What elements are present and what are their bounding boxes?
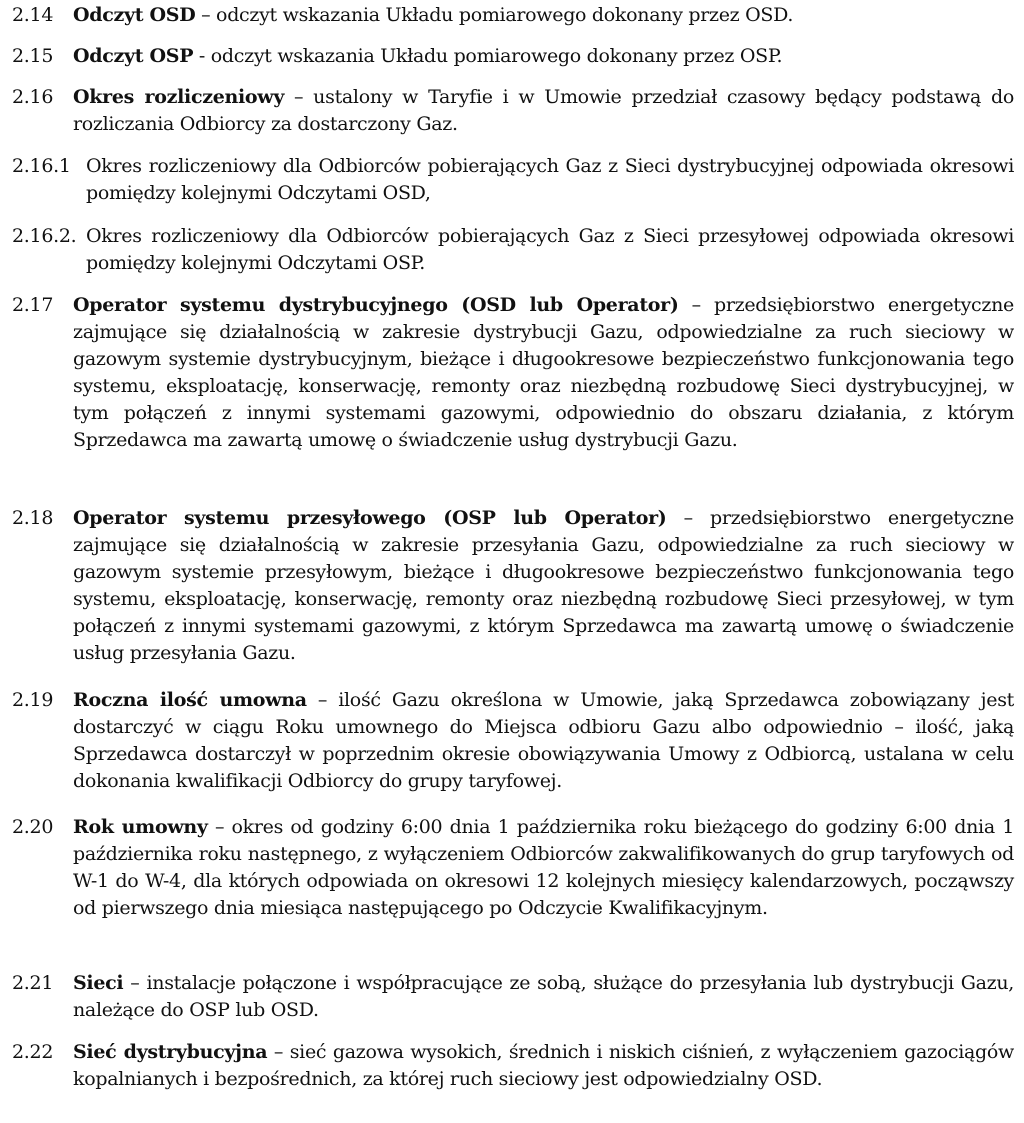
definition-text: Okres rozliczeniowy dla Odbiorców pobierających Gaz z Sieci przesyłowej odpowiada okresowi pomiędzy kolejnymi Odczytami OSP.: [86, 225, 1014, 274]
definition-2-21: [12, 970, 1014, 1024]
clause-number: 2.16: [12, 86, 54, 108]
clause-body: [86, 153, 1014, 207]
definition-2-14: [12, 2, 1014, 29]
clause-number: 2.21: [12, 972, 54, 994]
defined-term: Odczyt OSP: [73, 45, 194, 67]
clause-number: 2.14: [12, 4, 54, 26]
clause-body: [73, 84, 1014, 138]
definition-2-16-2: [12, 223, 1014, 277]
definition-2-18: [12, 505, 1014, 667]
clause-body: [73, 505, 1014, 667]
definition-2-20: [12, 814, 1014, 922]
definition-2-16: [12, 84, 1014, 138]
definition-2-15: [12, 43, 1014, 70]
definition-text: Okres rozliczeniowy dla Odbiorców pobierających Gaz z Sieci dystrybucyjnej odpowiada okresowi pomiędzy kolejnymi Odczytami OSD,: [86, 155, 1014, 204]
clause-number: 2.16.2.: [12, 225, 77, 247]
clause-body: [73, 970, 1014, 1024]
definition-2-17: [12, 292, 1014, 454]
definition-2-22: [12, 1039, 1014, 1093]
clause-body: [73, 2, 1014, 29]
clause-number: 2.22: [12, 1041, 54, 1063]
clause-body: [73, 814, 1014, 922]
defined-term: Sieć dystrybucyjna: [73, 1041, 268, 1063]
definition-text: – instalacje połączone i współpracujące ze sobą, służące do przesyłania lub dystrybucji Gazu, należące do OSP lub OSD.: [73, 972, 1014, 1021]
clause-number: 2.18: [12, 507, 54, 529]
clause-number: 2.17: [12, 294, 54, 316]
clause-body: [73, 687, 1014, 795]
defined-term: Operator systemu dystrybucyjnego (OSD lub Operator): [73, 294, 679, 316]
clause-number: 2.16.1: [12, 155, 71, 177]
clause-number: 2.15: [12, 45, 54, 67]
defined-term: Roczna ilość umowna: [73, 689, 307, 711]
clause-body: [73, 1039, 1014, 1093]
defined-term: Sieci: [73, 972, 124, 994]
defined-term: Rok umowny: [73, 816, 208, 838]
definition-2-16-1: [12, 153, 1014, 207]
clause-number: 2.19: [12, 689, 54, 711]
clause-body: [73, 43, 1014, 70]
definition-text: – przedsiębiorstwo energetyczne zajmujące się działalnością w zakresie przesyłania Gazu, odpowiedzialne za ruch sieciowy w gazowym systemie przesyłowym, bieżące i długookresowe bezpieczeństwo funkcjonowania tego systemu, eksploatację, konserwację, remonty oraz niezbędną rozbudowę Sieci przesyłowej, w tym połączeń z innymi systemami gazowymi, z którym Sprzedawca ma zawartą umowę o świadczenie usług przesyłania Gazu.: [73, 507, 1014, 664]
definition-text: – okres od godziny 6:00 dnia 1 października roku bieżącego do godziny 6:00 dnia 1 października roku następnego, z wyłączeniem Odbiorców zakwalifikowanych do grup taryfowych od W-1 do W-4, dla których odpowiada on okresowi 12 kolejnych miesięcy kalendarzowych, począwszy od pierwszego dnia miesiąca następującego po Odczycie Kwalifikacyjnym.: [73, 816, 1014, 919]
defined-term: Operator systemu przesyłowego (OSP lub Operator): [73, 507, 667, 529]
clause-number: 2.20: [12, 816, 54, 838]
defined-term: Odczyt OSD: [73, 4, 196, 26]
clause-body: [86, 223, 1014, 277]
definition-2-19: [12, 687, 1014, 795]
definition-text: – ilość Gazu określona w Umowie, jaką Sprzedawca zobowiązany jest dostarczyć w ciągu Roku umownego do Miejsca odbioru Gazu albo odpowiednio – ilość, jaką Sprzedawca dostarczył w poprzednim okresie obowiązywania Umowy z Odbiorcą, ustalana w celu dokonania kwalifikacji Odbiorcy do grupy taryfowej.: [73, 689, 1014, 792]
definition-text: – odczyt wskazania Układu pomiarowego dokonany przez OSD.: [195, 4, 794, 26]
definition-text: – sieć gazowa wysokich, średnich i niskich ciśnień, z wyłączeniem gazociągów kopalnianych i bezpośrednich, za której ruch sieciowy jest odpowiedzialny OSD.: [73, 1041, 1014, 1090]
defined-term: Okres rozliczeniowy: [73, 86, 285, 108]
clause-body: [73, 292, 1014, 454]
definition-text: – przedsiębiorstwo energetyczne zajmujące się działalnością w zakresie dystrybucji Gazu, odpowiedzialne za ruch sieciowy w gazowym systemie dystrybucyjnym, bieżące i długookresowe bezpieczeństwo funkcjonowania tego systemu, eksploatację, konserwację, remonty oraz niezbędną rozbudowę Sieci dystrybucyjnej, w tym połączeń z innymi systemami gazowymi, odpowiednio do obszaru działania, z którym Sprzedawca ma zawartą umowę o świadczenie usług dystrybucji Gazu.: [73, 294, 1014, 451]
definition-text: - odczyt wskazania Układu pomiarowego dokonany przez OSP.: [193, 45, 783, 67]
definition-text: – ustalony w Taryfie i w Umowie przedział czasowy będący podstawą do rozliczania Odbiorcy za dostarczony Gaz.: [73, 86, 1014, 135]
